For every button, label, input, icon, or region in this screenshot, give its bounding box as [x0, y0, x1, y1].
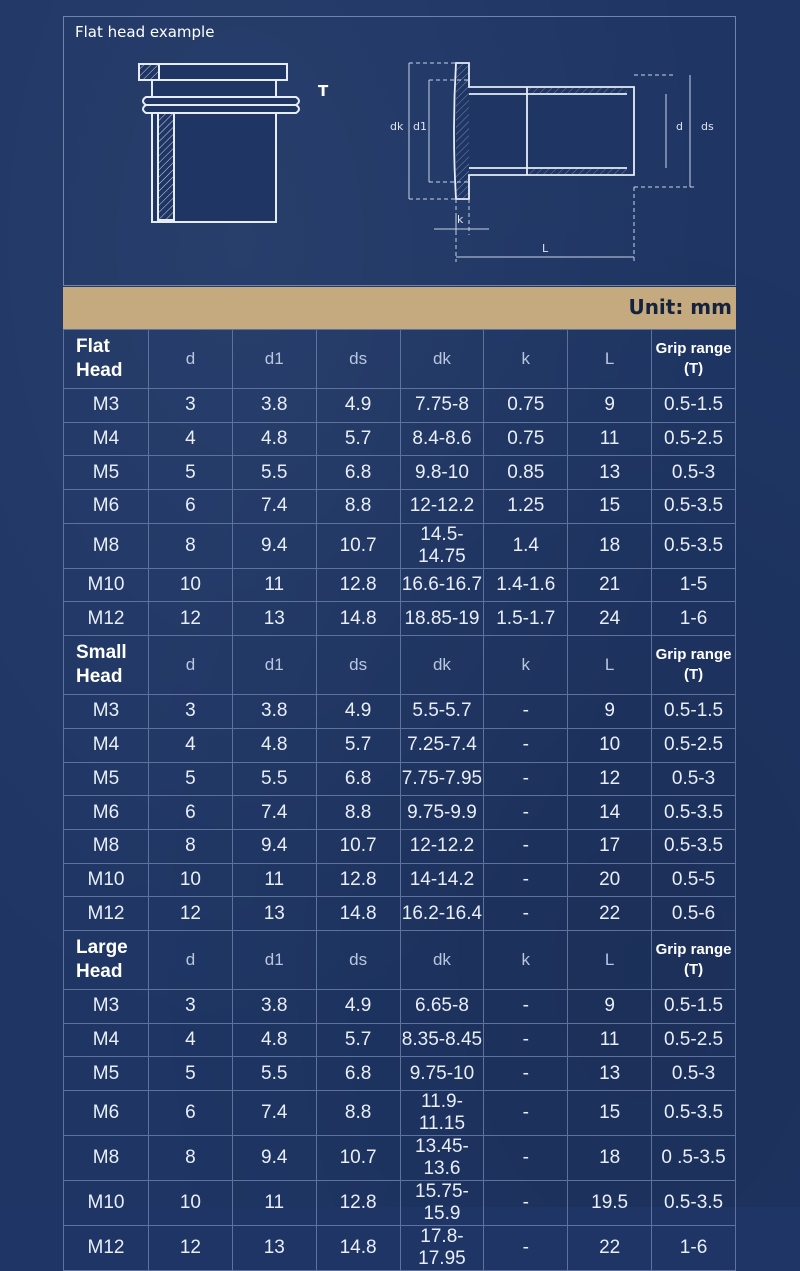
- column-header: ds: [316, 330, 400, 389]
- column-header: L: [568, 636, 652, 695]
- value-cell: 0.5-2.5: [652, 728, 736, 762]
- value-cell: -: [484, 762, 568, 796]
- value-cell: 8.8: [316, 490, 400, 524]
- grip-range-header: [652, 330, 736, 389]
- value-cell: 9.4: [232, 523, 316, 568]
- section-title: [64, 930, 149, 989]
- value-cell: -: [484, 728, 568, 762]
- section-title-line2: Head: [76, 360, 123, 381]
- value-cell: 0.5-3: [652, 1057, 736, 1091]
- value-cell: 16.6-16.7: [400, 568, 484, 602]
- value-cell: 9.8-10: [400, 456, 484, 490]
- grip-range-header: [652, 930, 736, 989]
- value-cell: 4.8: [232, 728, 316, 762]
- value-cell: 9.4: [232, 829, 316, 863]
- value-cell: 19.5: [568, 1181, 652, 1226]
- value-cell: 0.5-6: [652, 897, 736, 931]
- value-cell: 6.65-8: [400, 989, 484, 1023]
- value-cell: -: [484, 829, 568, 863]
- value-cell: 0.5-5: [652, 863, 736, 897]
- section-title: [64, 636, 149, 695]
- label-d1: d1: [413, 120, 427, 133]
- diagram-panel: [63, 16, 736, 286]
- value-cell: 1.5-1.7: [484, 602, 568, 636]
- value-cell: 24: [568, 602, 652, 636]
- value-cell: 3: [149, 389, 233, 423]
- value-cell: 13: [232, 897, 316, 931]
- column-header: L: [568, 930, 652, 989]
- column-header: dk: [400, 330, 484, 389]
- value-cell: -: [484, 1136, 568, 1181]
- size-cell: M12: [64, 897, 149, 931]
- table-row: [64, 829, 736, 863]
- column-header: dk: [400, 636, 484, 695]
- value-cell: 0.5-1.5: [652, 989, 736, 1023]
- size-cell: M4: [64, 1023, 149, 1057]
- value-cell: 0.5-3.5: [652, 796, 736, 830]
- value-cell: 4.9: [316, 389, 400, 423]
- section-title-line1: Flat: [76, 336, 110, 357]
- section-title-line1: Small: [76, 642, 127, 664]
- value-cell: 1.4-1.6: [484, 568, 568, 602]
- size-cell: M4: [64, 728, 149, 762]
- column-header: d: [149, 930, 233, 989]
- column-header: k: [484, 930, 568, 989]
- label-ds: ds: [701, 120, 714, 133]
- dimension-view: [454, 63, 634, 199]
- value-cell: 20: [568, 863, 652, 897]
- table-row: [64, 1181, 736, 1226]
- value-cell: 1-6: [652, 1226, 736, 1271]
- value-cell: 4.9: [316, 989, 400, 1023]
- value-cell: 14-14.2: [400, 863, 484, 897]
- value-cell: 10.7: [316, 1136, 400, 1181]
- unit-label: Unit: mm: [628, 295, 732, 319]
- table-row: [64, 456, 736, 490]
- value-cell: 7.4: [232, 1091, 316, 1136]
- size-cell: M5: [64, 762, 149, 796]
- size-cell: M5: [64, 1057, 149, 1091]
- value-cell: -: [484, 1023, 568, 1057]
- section-title-line2: Head: [76, 666, 123, 688]
- table-row: [64, 695, 736, 729]
- value-cell: -: [484, 897, 568, 931]
- value-cell: 5.7: [316, 422, 400, 456]
- value-cell: 10: [568, 728, 652, 762]
- value-cell: 3.8: [232, 695, 316, 729]
- value-cell: 14.8: [316, 602, 400, 636]
- table-row: [64, 728, 736, 762]
- value-cell: 6: [149, 796, 233, 830]
- column-header: k: [484, 330, 568, 389]
- value-cell: 0.5-3.5: [652, 490, 736, 524]
- value-cell: 3: [149, 695, 233, 729]
- value-cell: 4: [149, 1023, 233, 1057]
- value-cell: 4: [149, 422, 233, 456]
- value-cell: 5: [149, 762, 233, 796]
- size-cell: M10: [64, 1181, 149, 1226]
- grip-header-line2: (T): [683, 360, 704, 377]
- size-cell: M6: [64, 1091, 149, 1136]
- value-cell: 13: [232, 1226, 316, 1271]
- section-header-row: [64, 930, 736, 989]
- value-cell: 11: [232, 568, 316, 602]
- value-cell: 11: [568, 422, 652, 456]
- value-cell: 13: [568, 456, 652, 490]
- value-cell: 18: [568, 1136, 652, 1181]
- table-row: [64, 568, 736, 602]
- value-cell: 8: [149, 1136, 233, 1181]
- spec-table: [63, 329, 736, 1271]
- table-row: [64, 863, 736, 897]
- value-cell: 6: [149, 1091, 233, 1136]
- table-row: [64, 989, 736, 1023]
- value-cell: 12: [149, 602, 233, 636]
- value-cell: 3: [149, 989, 233, 1023]
- grip-header-line2: (T): [683, 960, 704, 978]
- table-row: [64, 389, 736, 423]
- section-header-row: [64, 636, 736, 695]
- value-cell: 1-6: [652, 602, 736, 636]
- grip-header-line1: Grip range: [655, 940, 732, 958]
- value-cell: 8.8: [316, 796, 400, 830]
- value-cell: 4.9: [316, 695, 400, 729]
- value-cell: 0.5-3.5: [652, 1181, 736, 1226]
- table-row: [64, 762, 736, 796]
- column-header: d1: [232, 636, 316, 695]
- column-header: L: [568, 330, 652, 389]
- column-header: ds: [316, 930, 400, 989]
- table-row: [64, 602, 736, 636]
- value-cell: 10: [149, 568, 233, 602]
- section-title-line2: Head: [76, 960, 123, 982]
- value-cell: 5.5: [232, 762, 316, 796]
- grip-header-line1: Grip range: [655, 646, 732, 664]
- size-cell: M12: [64, 602, 149, 636]
- value-cell: -: [484, 989, 568, 1023]
- table-row: [64, 897, 736, 931]
- value-cell: -: [484, 1057, 568, 1091]
- value-cell: 11.9-11.15: [400, 1091, 484, 1136]
- value-cell: 6: [149, 490, 233, 524]
- value-cell: 7.75-8: [400, 389, 484, 423]
- table-row: [64, 796, 736, 830]
- value-cell: 8.4-8.6: [400, 422, 484, 456]
- value-cell: 0.75: [484, 389, 568, 423]
- value-cell: 4.8: [232, 1023, 316, 1057]
- value-cell: 5: [149, 1057, 233, 1091]
- value-cell: 5: [149, 456, 233, 490]
- value-cell: 0.5-3.5: [652, 1091, 736, 1136]
- grip-range-header: [652, 636, 736, 695]
- value-cell: 8: [149, 523, 233, 568]
- size-cell: M6: [64, 490, 149, 524]
- value-cell: 14: [568, 796, 652, 830]
- value-cell: 12: [149, 897, 233, 931]
- grip-header-line1: Grip range: [655, 340, 732, 357]
- value-cell: 22: [568, 897, 652, 931]
- value-cell: 13: [232, 602, 316, 636]
- value-cell: 5.7: [316, 728, 400, 762]
- value-cell: 5.7: [316, 1023, 400, 1057]
- size-cell: M10: [64, 568, 149, 602]
- value-cell: 7.4: [232, 796, 316, 830]
- value-cell: 0.85: [484, 456, 568, 490]
- value-cell: 0.5-3: [652, 762, 736, 796]
- value-cell: 8: [149, 829, 233, 863]
- section-header-row: [64, 330, 736, 389]
- value-cell: 11: [232, 1181, 316, 1226]
- value-cell: 9.75-9.9: [400, 796, 484, 830]
- value-cell: 12-12.2: [400, 490, 484, 524]
- value-cell: 0.5-1.5: [652, 695, 736, 729]
- value-cell: 4.8: [232, 422, 316, 456]
- value-cell: 1-5: [652, 568, 736, 602]
- table-row: [64, 523, 736, 568]
- value-cell: 1.25: [484, 490, 568, 524]
- value-cell: 4: [149, 728, 233, 762]
- unit-bar: [63, 287, 736, 329]
- size-cell: M3: [64, 695, 149, 729]
- value-cell: -: [484, 863, 568, 897]
- value-cell: -: [484, 796, 568, 830]
- table-row: [64, 1136, 736, 1181]
- value-cell: 13.45-13.6: [400, 1136, 484, 1181]
- value-cell: 18.85-19: [400, 602, 484, 636]
- value-cell: 15: [568, 490, 652, 524]
- size-cell: M4: [64, 422, 149, 456]
- size-cell: M6: [64, 796, 149, 830]
- value-cell: 12.8: [316, 568, 400, 602]
- size-cell: M8: [64, 1136, 149, 1181]
- value-cell: 0.5-1.5: [652, 389, 736, 423]
- value-cell: 11: [232, 863, 316, 897]
- value-cell: 0.5-2.5: [652, 1023, 736, 1057]
- table-row: [64, 490, 736, 524]
- value-cell: 5.5-5.7: [400, 695, 484, 729]
- size-cell: M8: [64, 829, 149, 863]
- size-cell: M5: [64, 456, 149, 490]
- value-cell: 12: [149, 1226, 233, 1271]
- value-cell: 9.4: [232, 1136, 316, 1181]
- value-cell: 9: [568, 389, 652, 423]
- table-row: [64, 1226, 736, 1271]
- column-header: d1: [232, 330, 316, 389]
- label-dk: dk: [390, 120, 404, 133]
- size-cell: M10: [64, 863, 149, 897]
- value-cell: 0.5-3: [652, 456, 736, 490]
- value-cell: 9.75-10: [400, 1057, 484, 1091]
- value-cell: 14.8: [316, 1226, 400, 1271]
- value-cell: 9: [568, 695, 652, 729]
- value-cell: 6.8: [316, 456, 400, 490]
- size-cell: M3: [64, 989, 149, 1023]
- value-cell: 13: [568, 1057, 652, 1091]
- value-cell: 12: [568, 762, 652, 796]
- value-cell: 0.5-3.5: [652, 829, 736, 863]
- value-cell: 8.8: [316, 1091, 400, 1136]
- value-cell: 14.5-14.75: [400, 523, 484, 568]
- value-cell: 7.75-7.95: [400, 762, 484, 796]
- value-cell: 1.4: [484, 523, 568, 568]
- column-header: d1: [232, 930, 316, 989]
- section-title: [64, 330, 149, 389]
- size-cell: M3: [64, 389, 149, 423]
- value-cell: 12.8: [316, 1181, 400, 1226]
- value-cell: 18: [568, 523, 652, 568]
- value-cell: 15: [568, 1091, 652, 1136]
- value-cell: -: [484, 1091, 568, 1136]
- value-cell: 0.75: [484, 422, 568, 456]
- value-cell: 5.5: [232, 456, 316, 490]
- value-cell: 7.25-7.4: [400, 728, 484, 762]
- value-cell: 6.8: [316, 1057, 400, 1091]
- value-cell: 0 .5-3.5: [652, 1136, 736, 1181]
- table-row: [64, 1023, 736, 1057]
- size-cell: M8: [64, 523, 149, 568]
- diagram-title: Flat head example: [75, 23, 215, 41]
- label-d: d: [676, 120, 683, 133]
- value-cell: -: [484, 1226, 568, 1271]
- value-cell: 7.4: [232, 490, 316, 524]
- installed-view: [139, 64, 299, 222]
- value-cell: 14.8: [316, 897, 400, 931]
- table-row: [64, 1091, 736, 1136]
- value-cell: 3.8: [232, 389, 316, 423]
- value-cell: 16.2-16.4: [400, 897, 484, 931]
- value-cell: 11: [568, 1023, 652, 1057]
- value-cell: -: [484, 695, 568, 729]
- column-header: d: [149, 330, 233, 389]
- label-T: T: [318, 82, 329, 100]
- table-row: [64, 1057, 736, 1091]
- value-cell: 10: [149, 863, 233, 897]
- value-cell: 3.8: [232, 989, 316, 1023]
- column-header: k: [484, 636, 568, 695]
- grip-header-line2: (T): [683, 666, 704, 684]
- label-L: L: [542, 242, 549, 255]
- value-cell: 10: [149, 1181, 233, 1226]
- value-cell: 10.7: [316, 523, 400, 568]
- value-cell: 12-12.2: [400, 829, 484, 863]
- value-cell: 10.7: [316, 829, 400, 863]
- value-cell: 8.35-8.45: [400, 1023, 484, 1057]
- value-cell: 15.75-15.9: [400, 1181, 484, 1226]
- value-cell: 17: [568, 829, 652, 863]
- column-header: dk: [400, 930, 484, 989]
- label-k: k: [457, 213, 464, 226]
- column-header: d: [149, 636, 233, 695]
- value-cell: 21: [568, 568, 652, 602]
- table-row: [64, 422, 736, 456]
- rivet-nut-drawing: [64, 17, 737, 287]
- value-cell: 5.5: [232, 1057, 316, 1091]
- value-cell: 6.8: [316, 762, 400, 796]
- value-cell: 0.5-3.5: [652, 523, 736, 568]
- value-cell: 9: [568, 989, 652, 1023]
- value-cell: 22: [568, 1226, 652, 1271]
- column-header: ds: [316, 636, 400, 695]
- value-cell: 0.5-2.5: [652, 422, 736, 456]
- size-cell: M12: [64, 1226, 149, 1271]
- section-title-line1: Large: [76, 936, 128, 958]
- value-cell: 17.8-17.95: [400, 1226, 484, 1271]
- value-cell: -: [484, 1181, 568, 1226]
- value-cell: 12.8: [316, 863, 400, 897]
